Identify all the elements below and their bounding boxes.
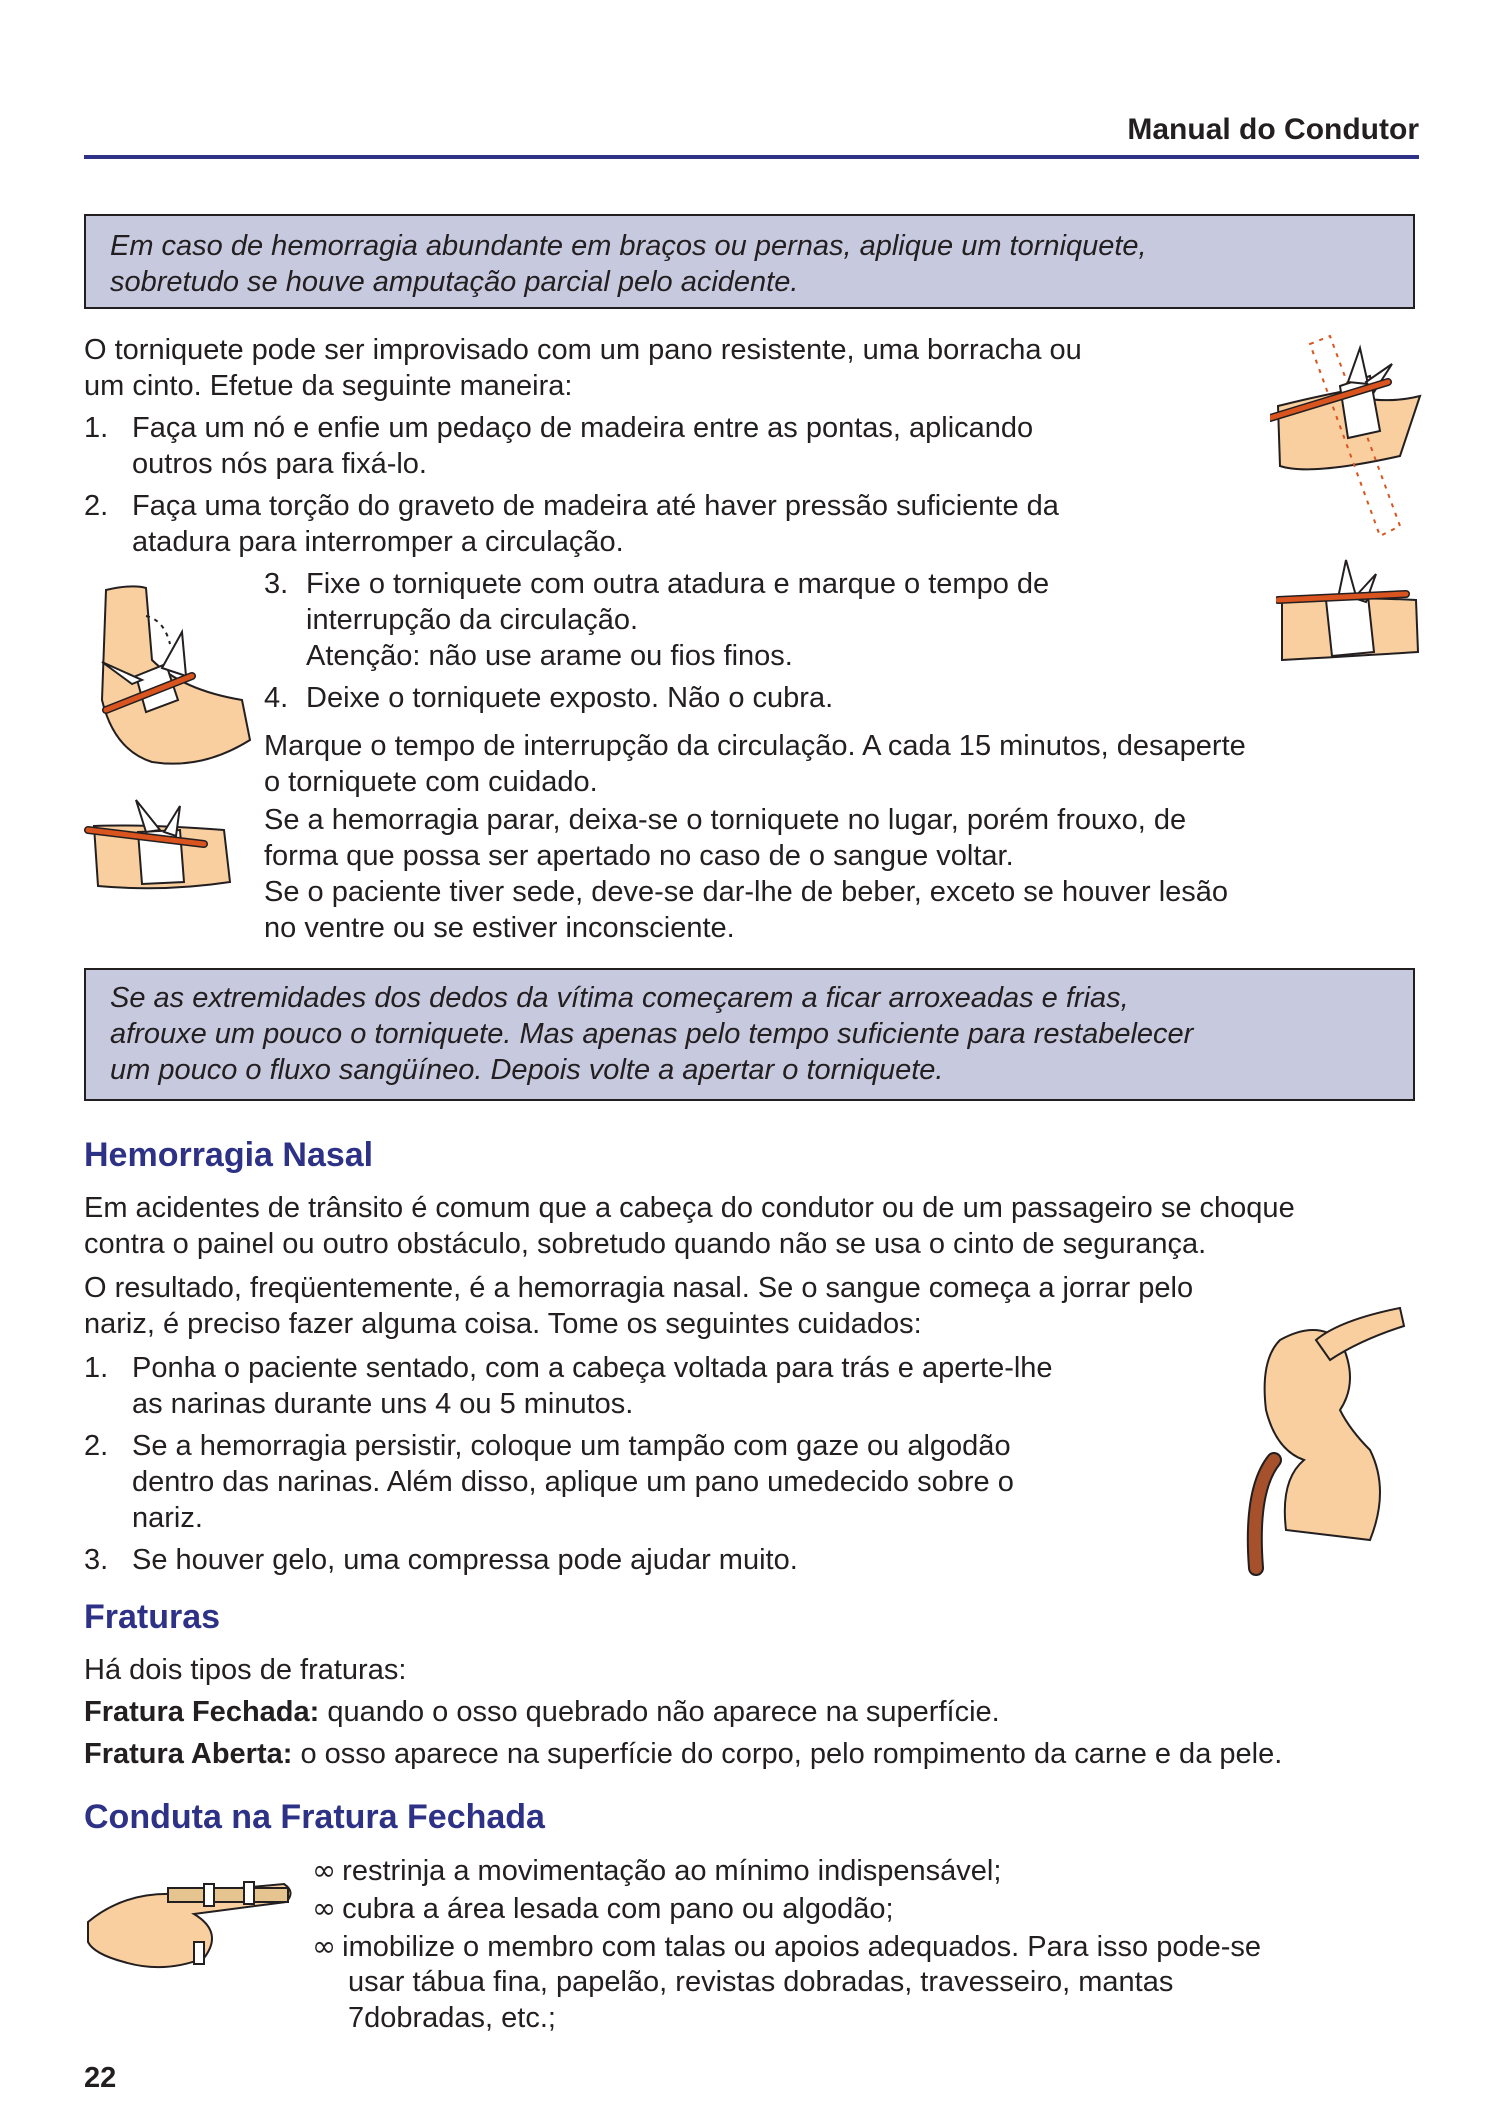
note-line: o torniquete com cuidado. [264,766,598,798]
warning-box-fingers [84,968,1415,1101]
step-number: 3. [84,1544,109,1576]
conduta-item [312,1852,1001,1889]
nosebleed-person-illustration [1220,1300,1420,1580]
fraturas-intro: Há dois tipos de fraturas: [84,1654,407,1686]
bullet-symbol: ∞ [312,1929,337,1963]
nasal-para-line: nariz, é preciso fazer alguma coisa. Tome os seguintes cuidados: [84,1308,922,1340]
step-line: atadura para interromper a circulação. [132,526,624,558]
fratura-fechada-line [84,1694,1000,1730]
step-line: Atenção: não use arame ou fios finos. [306,640,793,672]
box-line: sobretudo se houve amputação parcial pelo acidente. [110,266,799,298]
step-line: Fixe o torniquete com outra atadura e marque o tempo de [306,568,1050,600]
step-line: Deixe o torniquete exposto. Não o cubra. [306,682,834,714]
conduta-continuation: 7dobradas, etc.; [348,2002,556,2034]
fratura-aberta-line [84,1736,1282,1772]
intro-line: um cinto. Efetue da seguinte maneira: [84,370,573,402]
box-line: afrouxe um pouco o torniquete. Mas apenas pelo tempo suficiente para restabelecer [110,1018,1194,1050]
note-line: Marque o tempo de interrupção da circulação. A cada 15 minutos, desaperte [264,730,1246,762]
step-number: 1. [84,412,109,444]
section-title-fraturas: Fraturas [84,1598,221,1636]
step-number: 4. [264,682,289,714]
fratura-fechada-text: quando o osso quebrado não aparece na superfície. [319,1696,1000,1728]
bullet-symbol: ∞ [312,1891,337,1925]
note-line: Se o paciente tiver sede, deve-se dar-lhe de beber, exceto se houver lesão [264,876,1229,908]
step-line: as narinas durante uns 4 ou 5 minutos. [132,1388,634,1420]
conduta-item-text: imobilize o membro com talas ou apoios adequados. Para isso pode-se [342,1931,1262,1963]
conduta-item [312,1890,894,1927]
conduta-continuation: usar tábua fina, papelão, revistas dobradas, travesseiro, mantas [348,1966,1174,1998]
tourniquet-arm-illustration [92,580,252,770]
fratura-aberta-text: o osso aparece na superfície do corpo, pelo rompimento da carne e da pele. [292,1738,1283,1770]
step-line: outros nós para fixá-lo. [132,448,427,480]
step-number: 1. [84,1352,109,1384]
box-line: Se as extremidades dos dedos da vítima começarem a ficar arroxeadas e frias, [110,982,1129,1014]
section-title-conduta: Conduta na Fratura Fechada [84,1798,545,1836]
splinted-hand-illustration [84,1862,304,1982]
intro-line: O torniquete pode ser improvisado com um pano resistente, uma borracha ou [84,334,1082,366]
conduta-item-text: cubra a área lesada com pano ou algodão; [342,1893,894,1925]
note-line: Se a hemorragia parar, deixa-se o torniquete no lugar, porém frouxo, de [264,804,1187,836]
step-number: 2. [84,490,109,522]
bullet-symbol: ∞ [312,1853,337,1887]
tourniquet-fixed-illustration [84,796,234,896]
step-line: Faça uma torção do graveto de madeira até haver pressão suficiente da [132,490,1059,522]
fratura-fechada-label: Fratura Fechada: [84,1696,320,1728]
fratura-aberta-label: Fratura Aberta: [84,1738,293,1770]
step-line: Ponha o paciente sentado, com a cabeça voltada para trás e aperte-lhe [132,1352,1053,1384]
step-number: 3. [264,568,289,600]
page-number: 22 [84,2062,117,2094]
section-title-nasal: Hemorragia Nasal [84,1136,374,1174]
conduta-item [312,1928,1261,1965]
box-line: Em caso de hemorragia abundante em braços ou pernas, aplique um torniquete, [110,230,1147,262]
header-title: Manual do Condutor [1127,113,1419,146]
header-rule [84,155,1419,159]
nasal-para-line: contra o painel ou outro obstáculo, sobretudo quando não se usa o cinto de segurança. [84,1228,1207,1260]
step-line: Se houver gelo, uma compressa pode ajudar muito. [132,1544,798,1576]
conduta-item-text: restrinja a movimentação ao mínimo indispensável; [342,1855,1002,1887]
step-line: dentro das narinas. Além disso, aplique um pano umedecido sobre o [132,1466,1014,1498]
step-line: interrupção da circulação. [306,604,639,636]
tourniquet-twist-illustration [1276,556,1426,666]
tourniquet-knot-illustration [1270,326,1430,546]
box-line: um pouco o fluxo sangüíneo. Depois volte a apertar o torniquete. [110,1054,944,1086]
nasal-para-line: Em acidentes de trânsito é comum que a cabeça do condutor ou de um passageiro se choque [84,1192,1295,1224]
nasal-para-line: O resultado, freqüentemente, é a hemorragia nasal. Se o sangue começa a jorrar pelo [84,1272,1194,1304]
note-line: no ventre ou se estiver inconsciente. [264,912,735,944]
step-line: Faça um nó e enfie um pedaço de madeira entre as pontas, aplicando [132,412,1034,444]
note-line: forma que possa ser apertado no caso de o sangue voltar. [264,840,1014,872]
step-line: nariz. [132,1502,203,1534]
step-line: Se a hemorragia persistir, coloque um tampão com gaze ou algodão [132,1430,1011,1462]
warning-box-tourniquet [84,214,1415,309]
step-number: 2. [84,1430,109,1462]
